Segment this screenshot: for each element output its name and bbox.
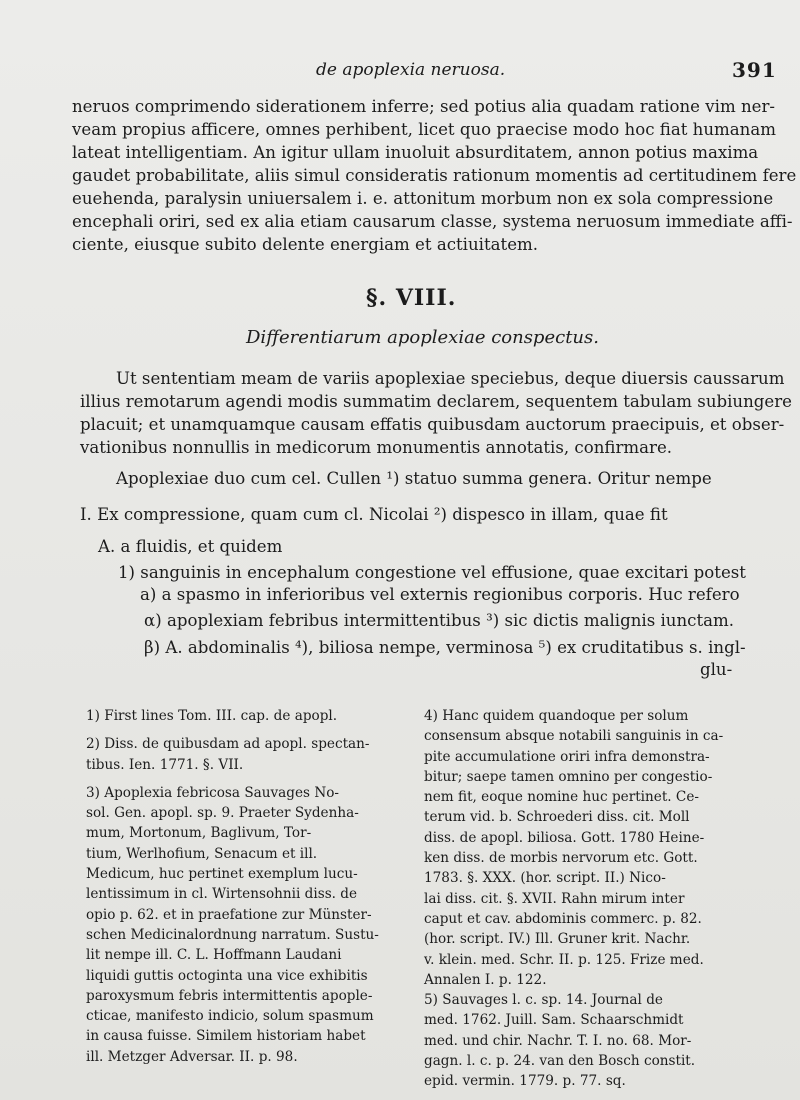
footnote-line: Medicum, huc pertinet exemplum lucu- — [86, 866, 358, 883]
text-line: veam propius afficere, omnes perhibent, licet quo praecise modo hoc fiat humanam — [72, 120, 776, 139]
text-line: ciente, eiusque subito delente energiam et actiuitatem. — [72, 235, 539, 254]
running-title: de apoplexia neruosa. — [316, 60, 506, 80]
outline-line: β) A. abdominalis ⁴), biliosa nempe, verminosa ⁵) ex cruditatibus s. ingl- — [144, 638, 746, 657]
text-line: illius remotarum agendi modis summatim declarem, sequentem tabulam subiungere — [80, 392, 792, 411]
footnote-line: (hor. script. IV.) Ill. Gruner krit. Nachr. — [424, 931, 691, 948]
footnote-line: schen Medicinalordnung narratum. Sustu- — [86, 926, 379, 943]
footnote-line: tibus. Ien. 1771. §. VII. — [86, 756, 244, 773]
footnote-line: ill. Metzger Adversar. II. p. 98. — [86, 1048, 298, 1065]
footnote-line: 1) First lines Tom. III. cap. de apopl. — [86, 708, 338, 724]
footnotes-right-column — [424, 706, 754, 1092]
footnote-line: caput et cav. abdominis commerc. p. 82. — [424, 910, 702, 927]
text-line: neruos comprimendo siderationem inferre; sed potius alia quadam ratione vim ner- — [72, 97, 776, 116]
footnote-line: liquidi guttis octoginta una vice exhibitis — [86, 967, 368, 984]
footnote-line: epid. vermin. 1779. p. 77. sq. — [424, 1073, 626, 1090]
outline-line: A. a fluidis, et quidem — [98, 537, 283, 556]
footnote-line: consensum absque notabili sanguinis in ca- — [424, 728, 724, 745]
footnote-line: pite accumulatione oriri infra demonstra- — [424, 748, 710, 765]
footnote-3 — [86, 783, 406, 1067]
footnote-line: lit nempe ill. C. L. Hoffmann Laudani — [86, 947, 342, 964]
text-line: vationibus nonnullis in medicorum monumentis annotatis, confirmare. — [80, 438, 673, 457]
outline-line: a) a spasmo in inferioribus vel externis regionibus corporis. Huc refero — [140, 585, 740, 604]
footnote-line: 1783. §. XXX. (hor. script. II.) Nico- — [424, 870, 666, 887]
footnote-line: opio p. 62. et in praefatione zur Münster- — [86, 906, 372, 923]
footnote-line: v. klein. med. Schr. II. p. 125. Frize med. — [424, 951, 704, 968]
section-title: Differentiarum apoplexiae conspectus. — [246, 327, 599, 348]
footnote-line: nem fit, eoque nomine huc pertinet. Ce- — [424, 789, 699, 806]
footnote-line: terum vid. b. Schroederi diss. cit. Moll — [424, 809, 690, 826]
outline-line: α) apoplexiam febribus intermittentibus ³) sic dictis malignis iunctam. — [144, 611, 735, 630]
outline-line: Apoplexiae duo cum cel. Cullen ¹) statuo summa genera. Oritur nempe — [116, 469, 712, 488]
footnote-line: diss. de apopl. biliosa. Gott. 1780 Heine- — [424, 829, 705, 846]
footnote-line: ken diss. de morbis nervorum etc. Gott. — [424, 850, 698, 867]
footnote-line: cticae, manifesto indicio, solum spasmum — [86, 1008, 374, 1025]
footnote-5 — [424, 990, 754, 1091]
footnote-2 — [86, 734, 406, 775]
footnote-1 — [86, 706, 406, 726]
footnote-line: sol. Gen. apopl. sp. 9. Praeter Sydenha- — [86, 805, 359, 822]
text-line: placuit; et unamquamque causam effatis quibusdam auctorum praecipuis, et obser- — [80, 415, 785, 434]
text-line: Ut sententiam meam de variis apoplexiae speciebus, deque diuersis caussarum — [116, 369, 785, 388]
footnote-gap — [86, 775, 406, 783]
footnote-line: mum, Mortonum, Baglivum, Tor- — [86, 825, 312, 842]
footnote-line: med. und chir. Nachr. T. I. no. 68. Mor- — [424, 1032, 692, 1049]
running-head — [0, 58, 800, 84]
footnote-line: paroxysmum febris intermittentis apople- — [86, 987, 373, 1004]
footnote-line: in causa fuisse. Similem historiam habet — [86, 1028, 366, 1045]
footnote-line: gagn. l. c. p. 24. van den Bosch constit. — [424, 1053, 696, 1070]
footnote-line: med. 1762. Juill. Sam. Schaarschmidt — [424, 1012, 684, 1029]
text-line: euehenda, paralysin uniuersalem i. e. attonitum morbum non ex sola compressione — [72, 189, 774, 208]
footnote-line: bitur; saepe tamen omnino per congestio- — [424, 768, 713, 785]
footnote-line: lai diss. cit. §. XVII. Rahn mirum inter — [424, 890, 685, 907]
outline-line: glu- — [700, 660, 733, 679]
footnote-line: 3) Apoplexia febricosa Sauvages No- — [86, 784, 340, 801]
text-line: encephali oriri, sed ex alia etiam causarum classe, systema neruosum immediate affi- — [72, 212, 793, 231]
outline-line: 1) sanguinis in encephalum congestione vel effusione, quae excitari potest — [118, 563, 746, 582]
footnote-4 — [424, 706, 754, 990]
footnote-line: 5) Sauvages l. c. sp. 14. Journal de — [424, 992, 663, 1009]
footnotes-left-column — [86, 706, 406, 1067]
footnote-line: tium, Werlhofium, Senacum et ill. — [86, 845, 318, 862]
footnote-line: 2) Diss. de quibusdam ad apopl. spectan- — [86, 736, 370, 753]
footnote-line: lentissimum in cl. Wirtensohnii diss. de — [86, 886, 358, 903]
outline-line: I. Ex compressione, quam cum cl. Nicolai ²) dispesco in illam, quae fit — [80, 505, 668, 524]
text-line: lateat intelligentiam. An igitur ullam inuoluit absurditatem, annon potius maxima — [72, 143, 759, 162]
page-number: 391 — [732, 58, 777, 82]
section-number: §. VIII. — [366, 285, 457, 311]
footnote-line: Annalen I. p. 122. — [424, 971, 547, 988]
footnote-gap — [86, 726, 406, 734]
text-line: gaudet probabilitate, aliis simul consideratis rationum momentis ad certitudinem fere — [72, 166, 797, 185]
footnote-line: 4) Hanc quidem quandoque per solum — [424, 708, 689, 724]
